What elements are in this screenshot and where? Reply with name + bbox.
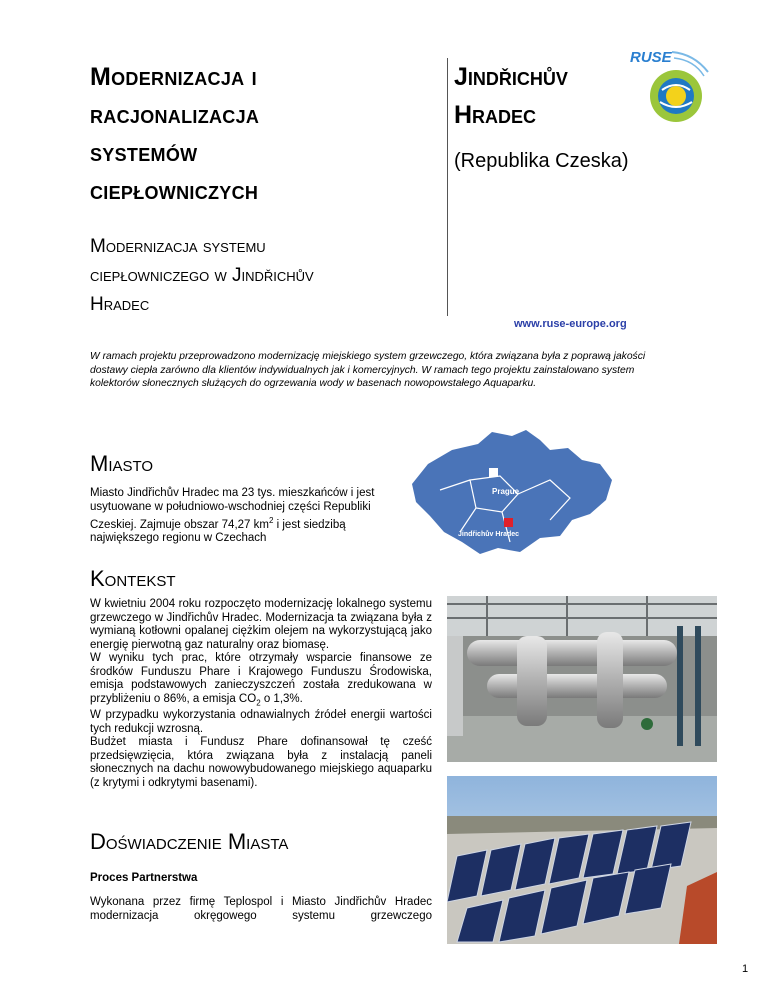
title-line: ciepłowniczych [90, 177, 259, 205]
city-name [454, 58, 654, 134]
subtitle-line: Hradec [90, 294, 150, 315]
subtitle-line: Modernizacja systemu [90, 236, 266, 257]
page-number: 1 [742, 963, 749, 975]
kontekst-paragraph: W kwietniu 2004 roku rozpoczęto modernizację lokalnego systemu grzewczego w Jindřichův Hradec. Modernizacja ta związana była z wymianą kotłowni opalanej ciężkim olejem na wykorzystującą jako energię pierwotną gaz naturalny oraz biomasę. W wyniku tych prac, które otrzymały wsparcie finansowe ze środków Funduszu Phare i Krajowego Funduszu Środowiska, emisja podstawowych zanieczyszczeń została zredukowana w przybliżeniu o 86%, a emisja $CO_2$ o 1,3%. W przypadku wykorzystania odnawialnych źródeł energii wartości tych redukcji wzrosną. Budżet miasta i Fundusz Phare dofinansował tę cześć przedsięwzięcia, która związana była z instalacją paneli słonecznych na dachu nowowybudowanego miejskiego aquaparku (z krytymi i odkrytymi basenami). [90, 598, 432, 789]
title-line: Modernizacja i [90, 63, 257, 91]
city-label: Jindřichův Hradec [458, 531, 520, 538]
city-marker [504, 518, 513, 527]
miasto-paragraph: Miasto Jindřichův Hradec ma 23 tys. mieszkańców i jest usytuowane w południowo-wschodniej części Republiki Czeskiej. Zajmuje obszar 74,27 $km^2$ i jest siedzibą największego regionu w Czechach [90, 487, 375, 545]
logo-text: RUSE [630, 49, 672, 66]
capital-marker [489, 468, 498, 477]
section-heading-kontekst: Kontekst [90, 566, 176, 591]
section-heading-doswiadczenie: Doświadczenie Miasta [90, 829, 289, 854]
vertical-divider [447, 58, 448, 316]
solar-panels-photo [447, 776, 717, 944]
city-line: Jindřichův [454, 63, 568, 91]
country-name: (Republika Czeska) [454, 150, 629, 172]
capital-label: Prague [492, 487, 520, 496]
website-link[interactable]: www.ruse-europe.org [514, 318, 627, 330]
document-title [90, 58, 430, 210]
city-line: Hradec [454, 101, 537, 129]
boiler-room-photo [447, 596, 717, 762]
subtitle-line: ciepłowniczego w Jindřichův [90, 265, 314, 286]
document-subtitle [90, 232, 440, 319]
doswiadczenie-paragraph: Wykonana przez firmę Teplospol i Miasto Jindřichův Hradec modernizacja okręgowego systemu grzewczego [90, 896, 432, 922]
czech-map [400, 420, 620, 570]
section-heading-miasto: Miasto [90, 451, 154, 476]
title-line: racjonalizacja [90, 101, 260, 129]
title-line: systemów [90, 139, 198, 167]
subheading-proces-partnerstwa: Proces Partnerstwa [90, 872, 198, 884]
intro-paragraph: W ramach projektu przeprowadzono modernizację miejskiego system grzewczego, która związana była z poprawą jakości dostawy ciepła zarówno dla klientów indywidualnych jak i komercyjnych. W ramach tego projektu zainstalowano system kolektorów słonecznych służących do ogrzewania wody w basenach nowopowstałego Aquaparku. [90, 351, 646, 389]
